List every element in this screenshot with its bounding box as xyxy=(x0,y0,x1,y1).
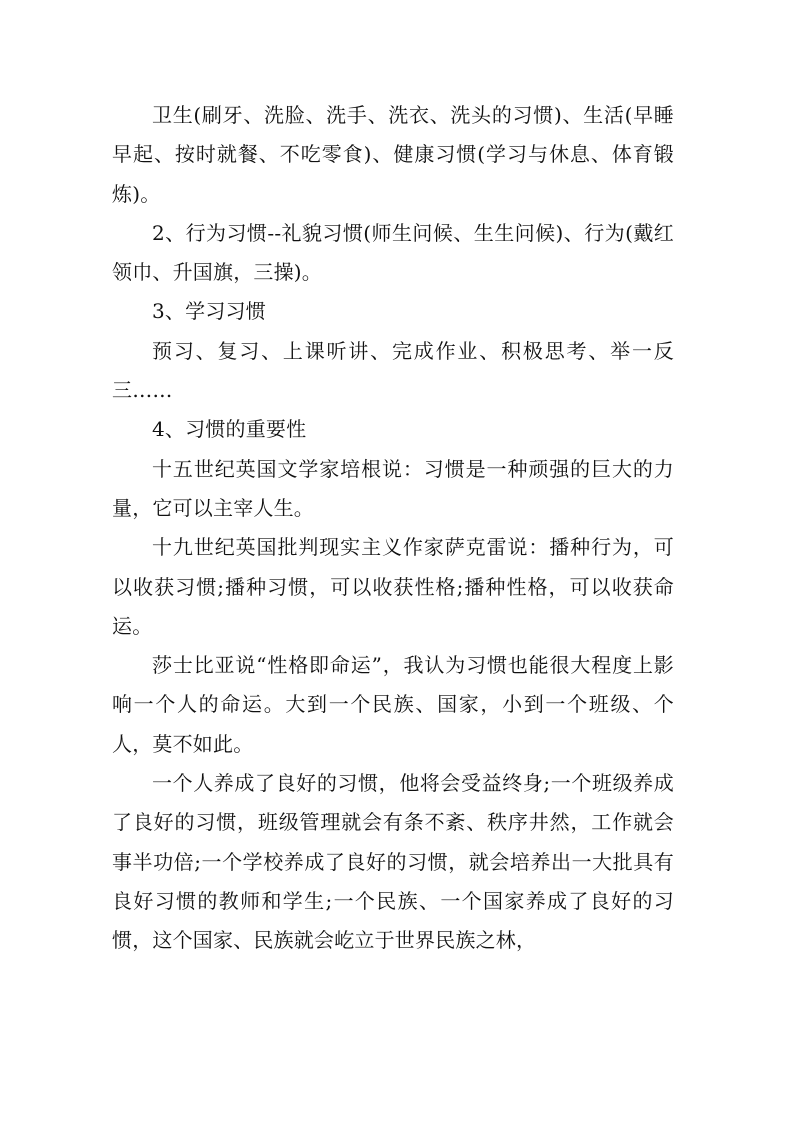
paragraph-shakespeare-quote: 莎士比亚说“性格即命运”，我认为习惯也能很大程度上影响一个人的命运。大到一个民族、国家，小到一个班级、个人，莫不如此。 xyxy=(112,653,674,756)
paragraph-good-habits-benefits: 一个人养成了良好的习惯，他将会受益终身;一个班级养成了良好的习惯，班级管理就会有条不紊、秩序井然，工作就会事半功倍;一个学校养成了良好的习惯，就会培养出一大批具有良好习惯的教师和学生;一个民族、一个国家养成了良好的习惯，这个国家、民族就会屹立于世界民族之林， xyxy=(112,771,674,953)
paragraph-behavior-habits: 2、行为习惯--礼貌习惯(师生问候、生生问候)、行为(戴红领巾、升国旗，三操)。 xyxy=(112,220,674,285)
paragraph-bacon-quote: 十五世纪英国文学家培根说：习惯是一种顽强的巨大的力量，它可以主宰人生。 xyxy=(112,456,674,520)
heading-importance-of-habits: 4、习惯的重要性 xyxy=(152,417,307,442)
heading-study-habits: 3、学习习惯 xyxy=(152,299,266,324)
paragraph-hygiene-habits: 卫生(刷牙、洗脸、洗手、洗衣、洗头的习惯)、生活(早睡早起、按时就餐、不吃零食)、健康习惯(学习与休息、体育锻炼)。 xyxy=(112,103,674,206)
paragraph-thackeray-quote: 十九世纪英国批判现实主义作家萨克雷说：播种行为，可以收获习惯;播种习惯，可以收获性格;播种性格，可以收获命运。 xyxy=(112,535,674,638)
document-body xyxy=(112,96,674,961)
paragraph-study-habits-list: 预习、复习、上课听讲、完成作业、积极思考、举一反三…… xyxy=(112,338,674,403)
